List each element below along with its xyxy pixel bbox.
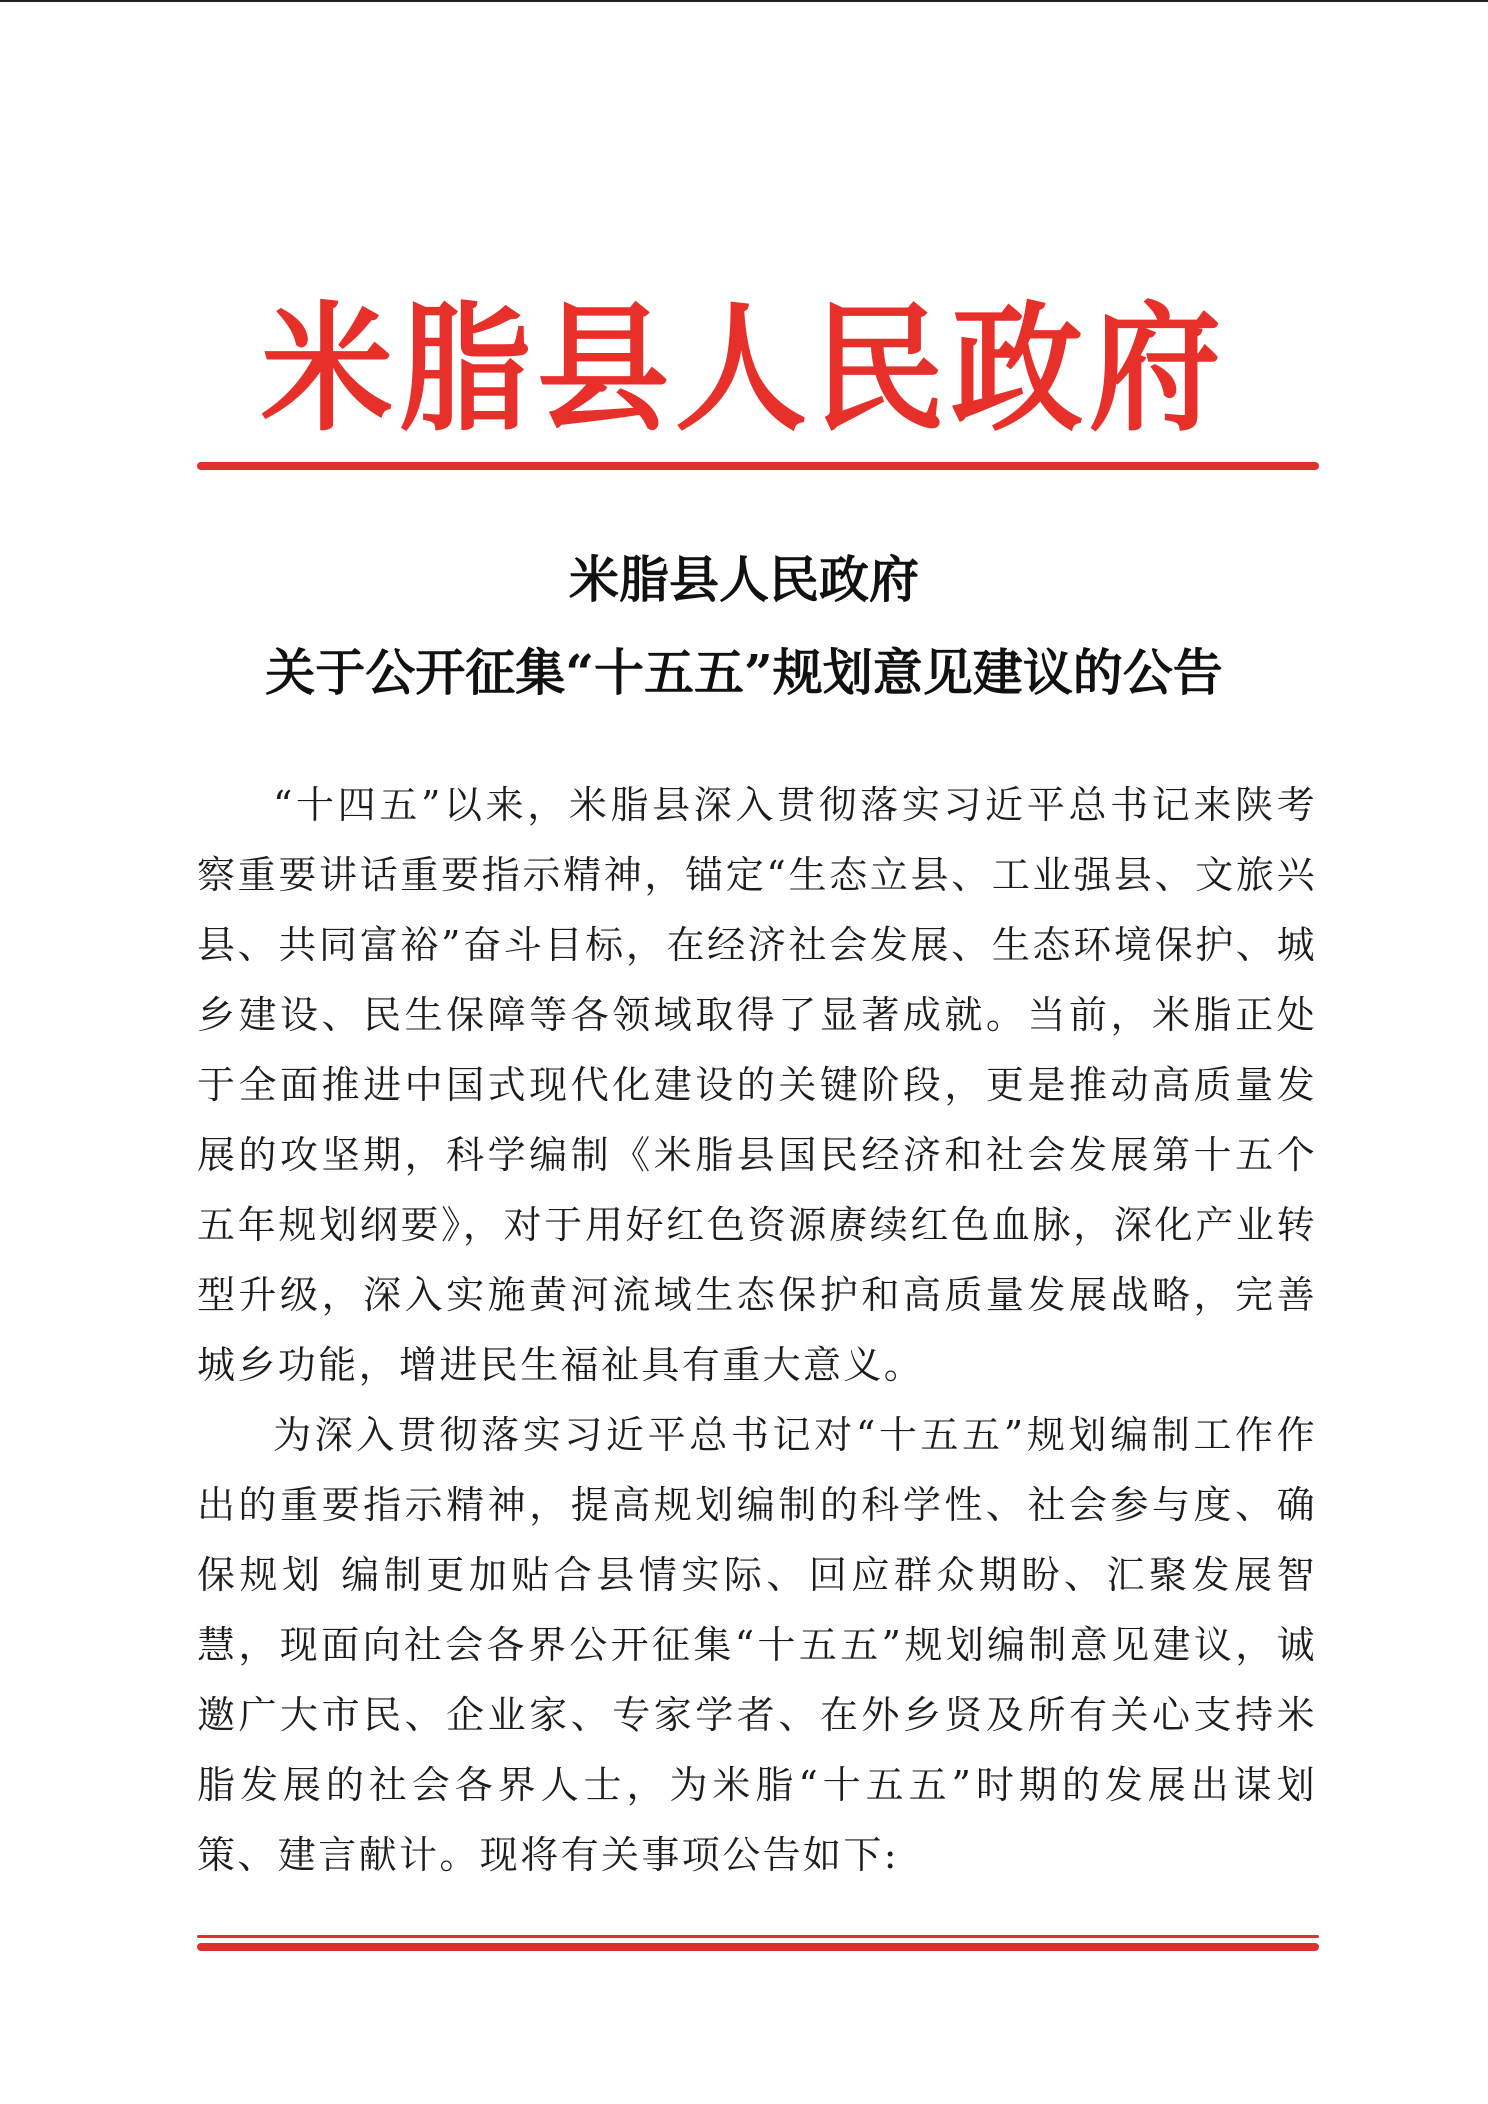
masthead-org-name: 米脂县人民政府 (261, 289, 1227, 451)
document-body (197, 770, 1317, 1890)
masthead-red-rule (197, 462, 1319, 470)
footer-red-rule-bottom (197, 1943, 1319, 1951)
title-line-1: 米脂县人民政府 (569, 550, 919, 609)
page-top-border (0, 0, 1488, 2)
footer-red-rule-top (197, 1935, 1319, 1938)
document-title (0, 533, 1488, 719)
body-paragraph-2: 为深入贯彻落实习近平总书记对“十五五”规划编制工作作出的重要指示精神，提高规划编制的科学性、社会参与度、确保规划 编制更加贴合县情实际、回应群众期盼、汇聚发展智慧，现面向社会各界公开征集“十五五”规划编制意见建议，诚邀广大市民、企业家、专家学者、在外乡贤及所有关心支持米脂发展的社会各界人士，为米脂“十五五”时期的发展出谋划策、建言献计。现将有关事项公告如下: (197, 1413, 1317, 1877)
body-paragraph-1: “十四五”以来，米脂县深入贯彻落实习近平总书记来陕考察重要讲话重要指示精神，锚定“生态立县、工业强县、文旅兴县、共同富裕”奋斗目标，在经济社会发展、生态环境保护、城乡建设、民生保障等各领域取得了显著成就。当前，米脂正处于全面推进中国式现代化建设的关键阶段，更是推动高质量发展的攻坚期，科学编制《米脂县国民经济和社会发展第十五个五年规划纲要》，对于用好红色资源赓续红色血脉，深化产业转型升级，深入实施黄河流域生态保护和高质量发展战略，完善城乡功能，增进民生福祉具有重大意义。 (197, 783, 1317, 1387)
title-line-2: 关于公开征集“十五五”规划意见建议的公告 (265, 643, 1223, 702)
